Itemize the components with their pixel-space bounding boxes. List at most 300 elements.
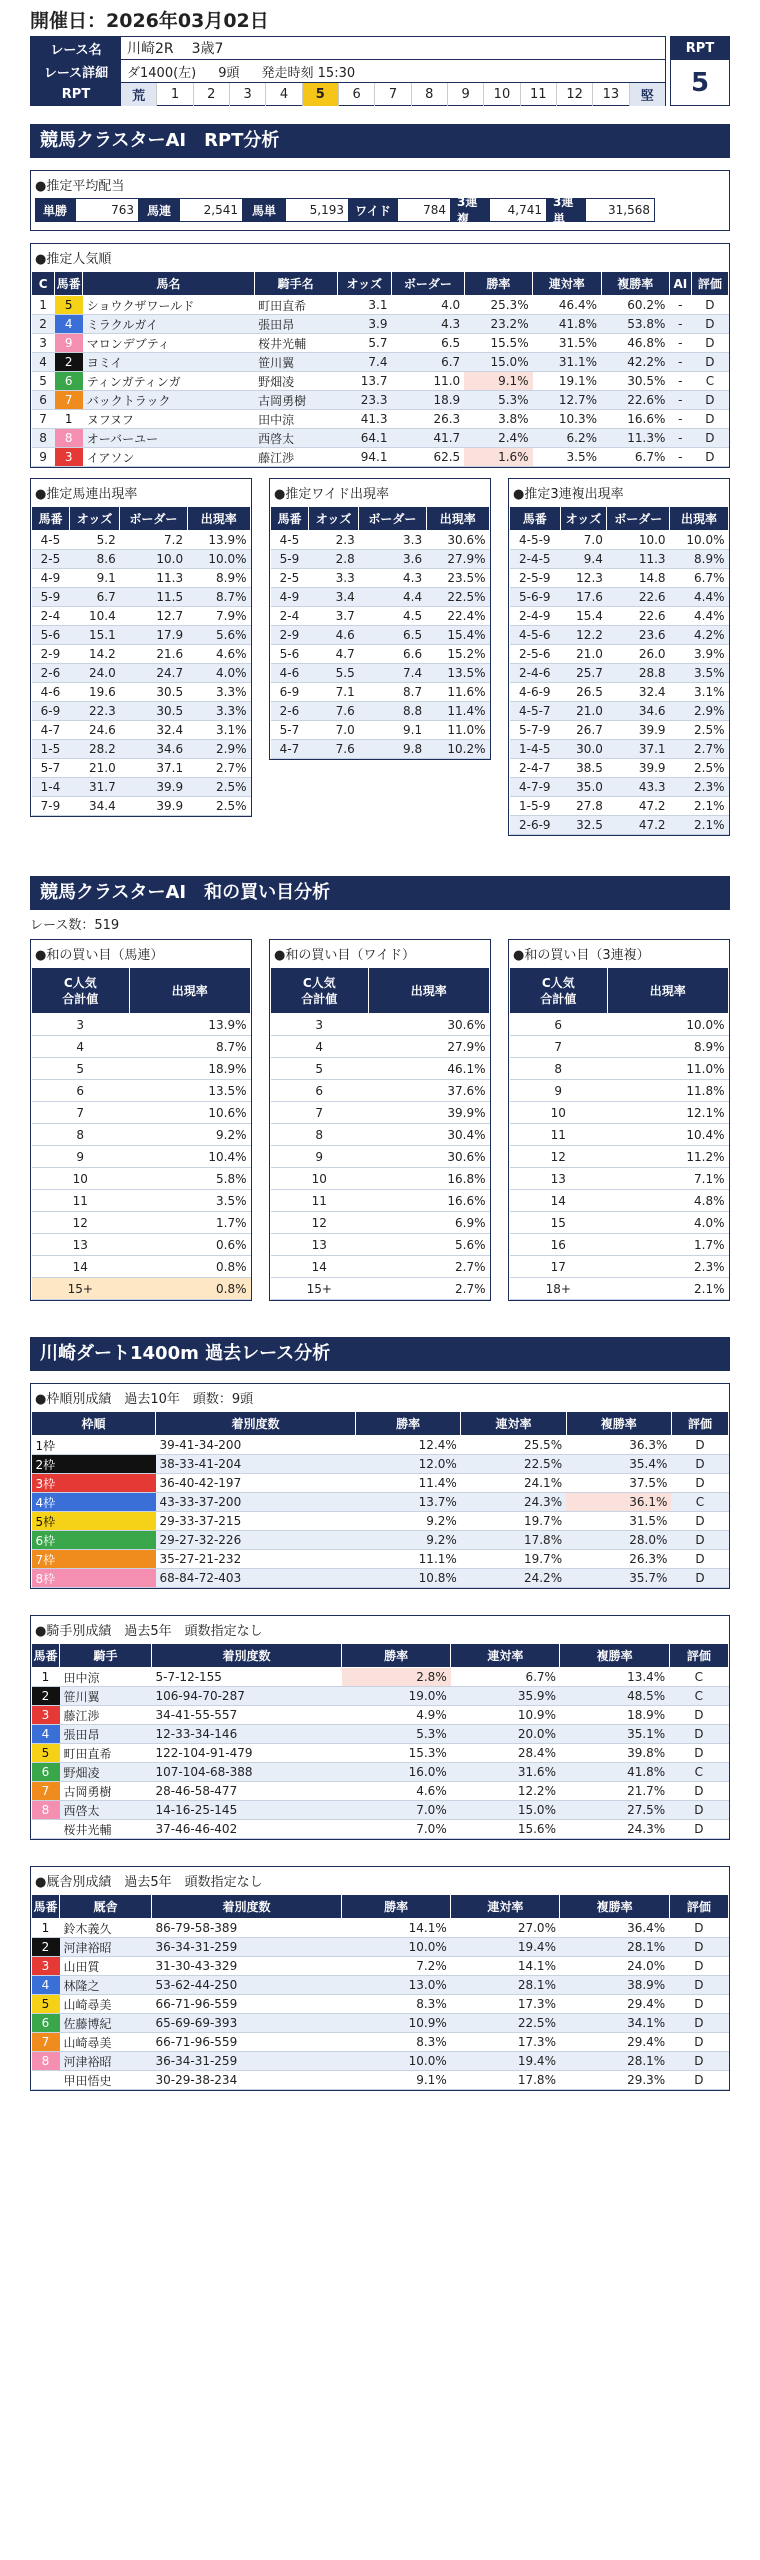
sanrenpuku-cell: 39.9 [607, 759, 670, 778]
pop-win: 2.4% [464, 429, 532, 448]
umaren-cell: 5.6% [187, 626, 250, 645]
sanrenpuku-cell: 2.7% [670, 740, 729, 759]
jockey_rows-cell: 7 [32, 1782, 60, 1801]
pop-border: 6.5 [391, 334, 464, 353]
sanrenpuku-title: ●推定3連複出現率 [513, 487, 624, 502]
rpt-scale [121, 83, 665, 106]
umaren-cell: 4-7 [32, 721, 70, 740]
sanrenpuku-row [510, 759, 729, 778]
wide-cell: 5.5 [308, 664, 358, 683]
sum-umaren-cell: 4 [32, 1036, 130, 1058]
sub-header: ボーダー [607, 507, 670, 531]
umaren-row [32, 721, 251, 740]
pop-win: 15.0% [464, 353, 532, 372]
waku-cell: 2枠 [32, 1455, 156, 1474]
trainer_rows-cell: D [669, 1938, 728, 1957]
trainer_rows-row [32, 2071, 729, 2090]
sum-umaren-row [32, 1234, 251, 1256]
pop-odds: 13.7 [337, 372, 391, 391]
jockey_rows-cell: D [669, 1725, 728, 1744]
jockey_rows-cell: 18.9% [560, 1706, 669, 1725]
sum-sanrenpuku-cell: 4.8% [607, 1190, 729, 1212]
sum-umaren-row [32, 1146, 251, 1168]
trainer_rows-cell: 17.8% [451, 2071, 560, 2090]
waku-cell: 12.0% [356, 1455, 461, 1474]
waku-header: 連対率 [461, 1412, 566, 1436]
sum-wide-row [271, 1146, 490, 1168]
pop-border: 11.0 [391, 372, 464, 391]
trainer_rows-cell: 4 [32, 1976, 60, 1995]
trainer_rows-cell: D [669, 1995, 728, 2014]
waku-cell: 37.5% [566, 1474, 671, 1493]
waku-cell: D [671, 1436, 728, 1455]
sanrenpuku-cell: 4.4% [670, 607, 729, 626]
pop-c: 3 [32, 334, 55, 353]
pop-ev: D [691, 296, 728, 315]
sum-sanrenpuku-cell: 12 [510, 1146, 608, 1168]
umaren-cell: 2-4 [32, 607, 70, 626]
sanrenpuku-row [510, 797, 729, 816]
trainer_rows-cell: D [669, 1919, 728, 1938]
sum-umaren-cell: 13.5% [129, 1080, 251, 1102]
wide-cell: 4-9 [271, 588, 309, 607]
umaren-row [32, 645, 251, 664]
pop-header: 馬番 [55, 272, 83, 296]
pop-num: 1 [55, 410, 83, 429]
wide-cell: 6.6 [359, 645, 426, 664]
sum-umaren-title: ●和の買い目（馬連） [35, 948, 164, 963]
pop-ai: - [669, 334, 691, 353]
waku-row [32, 1493, 729, 1512]
wide-cell: 11.4% [426, 702, 489, 721]
pop-jockey: 西啓太 [254, 429, 337, 448]
umaren-cell: 15.1 [69, 626, 119, 645]
umaren-cell: 10.4 [69, 607, 119, 626]
rpt-value-box [670, 36, 730, 106]
umaren-cell: 9.1 [69, 569, 119, 588]
pop-odds: 7.4 [337, 353, 391, 372]
wide-table [270, 506, 490, 759]
sum-sanrenpuku-row [510, 1190, 729, 1212]
trainer_rows-cell: 10.0% [342, 1938, 451, 1957]
race-course: ダ1400(左) [127, 65, 197, 81]
sum-wide-cell: 16.8% [368, 1168, 490, 1190]
trainer_rows-cell: 9.1% [342, 2071, 451, 2090]
wide-row [271, 588, 490, 607]
sum-umaren-cell: 14 [32, 1256, 130, 1278]
waku-cell: 3枠 [32, 1474, 156, 1493]
sum-umaren-cell: 5 [32, 1058, 130, 1080]
race-name-label: レース名 [31, 37, 121, 59]
waku-cell: 31.5% [566, 1512, 671, 1531]
trainer_rows-cell: 17.3% [451, 2033, 560, 2052]
pop-odds: 41.3 [337, 410, 391, 429]
umaren-table [31, 506, 251, 816]
sanrenpuku-row [510, 588, 729, 607]
pop-c: 9 [32, 448, 55, 467]
umaren-cell: 21.0 [69, 759, 119, 778]
sanrenpuku-cell: 14.8 [607, 569, 670, 588]
pop-ev: C [691, 372, 728, 391]
waku-box [30, 1383, 730, 1589]
umaren-cell: 2-9 [32, 645, 70, 664]
umaren-row [32, 683, 251, 702]
pop-win: 3.8% [464, 410, 532, 429]
wide-cell: 2-9 [271, 626, 309, 645]
jockey_rows-cell: 12.2% [451, 1782, 560, 1801]
wide-cell: 4-7 [271, 740, 309, 759]
umaren-cell: 6-9 [32, 702, 70, 721]
pop-jockey: 野畑凌 [254, 372, 337, 391]
waku-cell: 8枠 [32, 1569, 156, 1588]
probability-tables [30, 478, 730, 836]
pop-ev: D [691, 429, 728, 448]
avg-payout-box [30, 170, 730, 231]
wide-cell: 4-6 [271, 664, 309, 683]
sum-umaren-box [30, 939, 252, 1301]
popularity-row [32, 448, 729, 467]
sum-umaren-table [31, 967, 251, 1300]
trainer_rows-cell: 17.3% [451, 1995, 560, 2014]
waku-cell: 9.2% [356, 1531, 461, 1550]
wide-row [271, 721, 490, 740]
popularity-row [32, 315, 729, 334]
waku-cell: 36-40-42-197 [156, 1474, 356, 1493]
payout-value: 4,741 [489, 198, 547, 222]
sum-wide-row [271, 1212, 490, 1234]
jockey_rows-cell: 122-104-91-479 [152, 1744, 342, 1763]
sanrenpuku-cell: 2-4-6 [510, 664, 561, 683]
sanrenpuku-cell: 2-6-9 [510, 816, 561, 835]
wide-cell: 13.5% [426, 664, 489, 683]
trainer_rows-cell: D [669, 2014, 728, 2033]
waku-row [32, 1531, 729, 1550]
pop-name: ティンガティンガ [83, 372, 254, 391]
popularity-title: ●推定人気順 [35, 252, 112, 267]
sub-header: 出現率 [187, 507, 250, 531]
pop-ren: 12.7% [533, 391, 601, 410]
wide-row [271, 683, 490, 702]
sum-wide-title: ●和の買い目（ワイド） [274, 948, 415, 963]
sum-umaren-cell: 0.6% [129, 1234, 251, 1256]
jockey_rows-cell: 6 [32, 1763, 60, 1782]
pop-jockey: 町田直希 [254, 296, 337, 315]
jockey_rows-cell: 古岡勇樹 [60, 1782, 152, 1801]
avg-payout-title: ●推定平均配当 [35, 179, 125, 194]
pop-name: ミラクルガイ [83, 315, 254, 334]
jockey_rows-cell: D [669, 1782, 728, 1801]
waku-cell: 24.2% [461, 1569, 566, 1588]
sanrenpuku-cell: 34.6 [607, 702, 670, 721]
waku-cell: 7枠 [32, 1550, 156, 1569]
pop-win: 23.2% [464, 315, 532, 334]
race-info-table [30, 36, 666, 106]
umaren-cell: 4-9 [32, 569, 70, 588]
sum-wide-cell: 4 [271, 1036, 369, 1058]
sum-sanrenpuku-cell: 2.3% [607, 1256, 729, 1278]
sum-wide-cell: 8 [271, 1124, 369, 1146]
sanrenpuku-cell: 35.0 [560, 778, 607, 797]
sum-umaren-cell: 1.7% [129, 1212, 251, 1234]
umaren-cell: 1-5 [32, 740, 70, 759]
pop-name: ショウクザワールド [83, 296, 254, 315]
pop-ev: D [691, 334, 728, 353]
trainer_rows-cell: 山田質 [60, 1957, 152, 1976]
sum-wide-cell: 27.9% [368, 1036, 490, 1058]
sum-sanrenpuku-cell: 14 [510, 1190, 608, 1212]
waku-cell: 5枠 [32, 1512, 156, 1531]
wide-cell: 2.8 [308, 550, 358, 569]
sanrenpuku-cell: 7.0 [560, 531, 607, 550]
sum-sanrenpuku-table [509, 967, 729, 1300]
rpt-scale-cell: 9 [448, 83, 484, 106]
waku-cell: 39-41-34-200 [156, 1436, 356, 1455]
sum-umaren-row [32, 1190, 251, 1212]
sanrenpuku-cell: 2.1% [670, 797, 729, 816]
pop-jockey: 田中涼 [254, 410, 337, 429]
sum-sanrenpuku-cell: 6 [510, 1014, 608, 1036]
umaren-cell: 8.9% [187, 569, 250, 588]
sanrenpuku-cell: 47.2 [607, 816, 670, 835]
jockey_rows-cell: D [669, 1744, 728, 1763]
rpt-scale-cell: 4 [266, 83, 302, 106]
wide-cell: 5-6 [271, 645, 309, 664]
trainer_rows-cell: 佐藤博紀 [60, 2014, 152, 2033]
sum-header: 出現率 [129, 968, 251, 1014]
sanrenpuku-cell: 2-4-7 [510, 759, 561, 778]
sanrenpuku-cell: 2.1% [670, 816, 729, 835]
sum-umaren-cell: 13.9% [129, 1014, 251, 1036]
sum-sanrenpuku-cell: 11 [510, 1124, 608, 1146]
payout-type: ワイド [349, 198, 397, 222]
sanrenpuku-row [510, 626, 729, 645]
sum-sanrenpuku-cell: 12.1% [607, 1102, 729, 1124]
trainer_rows-cell: 河津裕昭 [60, 1938, 152, 1957]
sanrenpuku-row [510, 702, 729, 721]
wide-cell: 10.2% [426, 740, 489, 759]
rpt-scale-cell: 5 [303, 83, 339, 106]
jockey_rows-cell: 野畑凌 [60, 1763, 152, 1782]
pop-ai: - [669, 391, 691, 410]
trainer_rows-row [32, 1919, 729, 1938]
umaren-cell: 37.1 [120, 759, 187, 778]
trainer_rows-cell: 19.4% [451, 2052, 560, 2071]
sub-header: 馬番 [32, 507, 70, 531]
sum-wide-row [271, 1080, 490, 1102]
pop-ai: - [669, 372, 691, 391]
trainer-table [31, 1894, 729, 2090]
sanrenpuku-box [508, 478, 730, 836]
sum-umaren-row [32, 1124, 251, 1146]
past-section-title: 川崎ダート1400m 過去レース分析 [30, 1337, 730, 1371]
pop-c: 5 [32, 372, 55, 391]
umaren-row [32, 550, 251, 569]
jockey_rows-cell: 2.8% [342, 1668, 451, 1687]
pop-odds: 94.1 [337, 448, 391, 467]
umaren-cell: 6.7 [69, 588, 119, 607]
sum-sanrenpuku-row [510, 1058, 729, 1080]
pop-fuku: 30.5% [601, 372, 669, 391]
wide-cell: 8.7 [359, 683, 426, 702]
sum-umaren-row [32, 1080, 251, 1102]
jockey_rows-row [32, 1820, 729, 1839]
sum-sanrenpuku-cell: 11.8% [607, 1080, 729, 1102]
trainer_rows-cell: 7 [32, 2033, 60, 2052]
sum-sanrenpuku-row [510, 1124, 729, 1146]
pop-odds: 3.1 [337, 296, 391, 315]
sum-wide-row [271, 1124, 490, 1146]
trainer_rows-row [32, 2014, 729, 2033]
jockey_rows-cell: 37-46-46-402 [152, 1820, 342, 1839]
waku-cell: 35.7% [566, 1569, 671, 1588]
payout-type: 馬単 [243, 198, 285, 222]
trainer_rows-cell: D [669, 2052, 728, 2071]
sum-sanrenpuku-cell: 11.0% [607, 1058, 729, 1080]
sanrenpuku-cell: 32.5 [560, 816, 607, 835]
popularity-row [32, 334, 729, 353]
waku-cell: 29-33-37-215 [156, 1512, 356, 1531]
wide-cell: 22.4% [426, 607, 489, 626]
jockey_rows-cell: 9 [32, 1820, 60, 1839]
pop-fuku: 11.3% [601, 429, 669, 448]
trainer_rows-cell: D [669, 2071, 728, 2090]
umaren-cell: 2.5% [187, 797, 250, 816]
waku-cell: 11.4% [356, 1474, 461, 1493]
pop-fuku: 22.6% [601, 391, 669, 410]
sanrenpuku-cell: 1-4-5 [510, 740, 561, 759]
jockey_rows-cell: 桜井光輔 [60, 1820, 152, 1839]
trainer_rows-row [32, 2052, 729, 2071]
sum-sanrenpuku-cell: 15 [510, 1212, 608, 1234]
pop-header: 勝率 [464, 272, 532, 296]
wide-row [271, 550, 490, 569]
sanrenpuku-cell: 12.2 [560, 626, 607, 645]
pop-fuku: 42.2% [601, 353, 669, 372]
sum-sanrenpuku-cell: 8 [510, 1058, 608, 1080]
sum-section-title: 競馬クラスターAI 和の買い目分析 [30, 876, 730, 910]
jockey_rows-cell: 106-94-70-287 [152, 1687, 342, 1706]
jockey_headers-header: 評価 [669, 1644, 728, 1668]
trainer_rows-cell: 甲田悟史 [60, 2071, 152, 2090]
pop-num: 6 [55, 372, 83, 391]
waku-header: 着別度数 [156, 1412, 356, 1436]
sum-umaren-cell: 7 [32, 1102, 130, 1124]
umaren-row [32, 702, 251, 721]
umaren-cell: 11.3 [120, 569, 187, 588]
sum-sanrenpuku-row [510, 1256, 729, 1278]
umaren-cell: 7.2 [120, 531, 187, 550]
pop-ai: - [669, 429, 691, 448]
rpt-scale-cell: 6 [339, 83, 375, 106]
wide-cell: 27.9% [426, 550, 489, 569]
sum-wide-cell: 12 [271, 1212, 369, 1234]
pop-ai: - [669, 353, 691, 372]
sum-sanrenpuku-cell: 9 [510, 1080, 608, 1102]
race-name: 川崎2R [127, 41, 174, 57]
sum-umaren-cell: 15+ [32, 1278, 130, 1300]
pop-name: オーバーユー [83, 429, 254, 448]
sum-umaren-cell: 10.6% [129, 1102, 251, 1124]
sum-sanrenpuku-cell: 13 [510, 1168, 608, 1190]
waku-cell: 22.5% [461, 1455, 566, 1474]
pop-c: 4 [32, 353, 55, 372]
jockey_rows-cell: 41.8% [560, 1763, 669, 1782]
sum-umaren-cell: 9.2% [129, 1124, 251, 1146]
trainer_rows-cell: 3 [32, 1957, 60, 1976]
sanrenpuku-cell: 4.2% [670, 626, 729, 645]
pop-win: 9.1% [464, 372, 532, 391]
wide-cell: 4.5 [359, 607, 426, 626]
sum-wide-row [271, 1014, 490, 1036]
trainer-title: ●厩舎別成績 過去5年 頭数指定なし [35, 1875, 263, 1890]
race-detail-label: レース詳細 [31, 60, 121, 82]
waku-header: 評価 [671, 1412, 728, 1436]
sanrenpuku-cell: 22.6 [607, 588, 670, 607]
sum-wide-cell: 6.9% [368, 1212, 490, 1234]
trainer_rows-cell: 38.9% [560, 1976, 669, 1995]
jockey_rows-cell: 町田直希 [60, 1744, 152, 1763]
waku-row [32, 1569, 729, 1588]
jockey_rows-cell: 21.7% [560, 1782, 669, 1801]
pop-border: 41.7 [391, 429, 464, 448]
payout-value: 2,541 [179, 198, 243, 222]
rpt-scale-cell: 8 [412, 83, 448, 106]
jockey_rows-cell: 20.0% [451, 1725, 560, 1744]
pop-ren: 19.1% [533, 372, 601, 391]
umaren-cell: 4-6 [32, 683, 70, 702]
pop-header: AI [669, 272, 691, 296]
umaren-cell: 2-6 [32, 664, 70, 683]
sanrenpuku-row [510, 740, 729, 759]
sanrenpuku-cell: 10.0% [670, 531, 729, 550]
waku-header: 複勝率 [566, 1412, 671, 1436]
sanrenpuku-cell: 2.5% [670, 759, 729, 778]
waku-cell: 36.1% [566, 1493, 671, 1512]
jockey_rows-cell: 4.6% [342, 1782, 451, 1801]
trainer_rows-row [32, 1957, 729, 1976]
pop-ren: 10.3% [533, 410, 601, 429]
sum-header: 出現率 [607, 968, 729, 1014]
waku-table [31, 1411, 729, 1588]
umaren-cell: 30.5 [120, 683, 187, 702]
wide-cell: 7.1 [308, 683, 358, 702]
trainer_rows-cell: 31-30-43-329 [152, 1957, 342, 1976]
sum-wide-cell: 30.4% [368, 1124, 490, 1146]
sanrenpuku-cell: 9.4 [560, 550, 607, 569]
sum-sanrenpuku-cell: 8.9% [607, 1036, 729, 1058]
jockey_rows-cell: 5-7-12-155 [152, 1668, 342, 1687]
umaren-cell: 5-6 [32, 626, 70, 645]
rpt-scale-end: 堅 [630, 83, 665, 106]
waku-cell: 19.7% [461, 1512, 566, 1531]
sum-sanrenpuku-row [510, 1234, 729, 1256]
sum-umaren-row [32, 1212, 251, 1234]
waku-cell: 68-84-72-403 [156, 1569, 356, 1588]
trainer_rows-cell: 27.0% [451, 1919, 560, 1938]
waku-cell: 29-27-32-226 [156, 1531, 356, 1550]
waku-cell: 13.7% [356, 1493, 461, 1512]
jockey_rows-cell: 28-46-58-477 [152, 1782, 342, 1801]
sanrenpuku-row [510, 607, 729, 626]
trainer_rows-cell: 28.1% [560, 1938, 669, 1957]
trainer_rows-cell: 山崎尋美 [60, 2033, 152, 2052]
trainer_rows-row [32, 2033, 729, 2052]
sum-wide-cell: 14 [271, 1256, 369, 1278]
pop-ai: - [669, 315, 691, 334]
sum-wide-row [271, 1168, 490, 1190]
wide-cell: 9.1 [359, 721, 426, 740]
jockey_rows-cell: 13.4% [560, 1668, 669, 1687]
